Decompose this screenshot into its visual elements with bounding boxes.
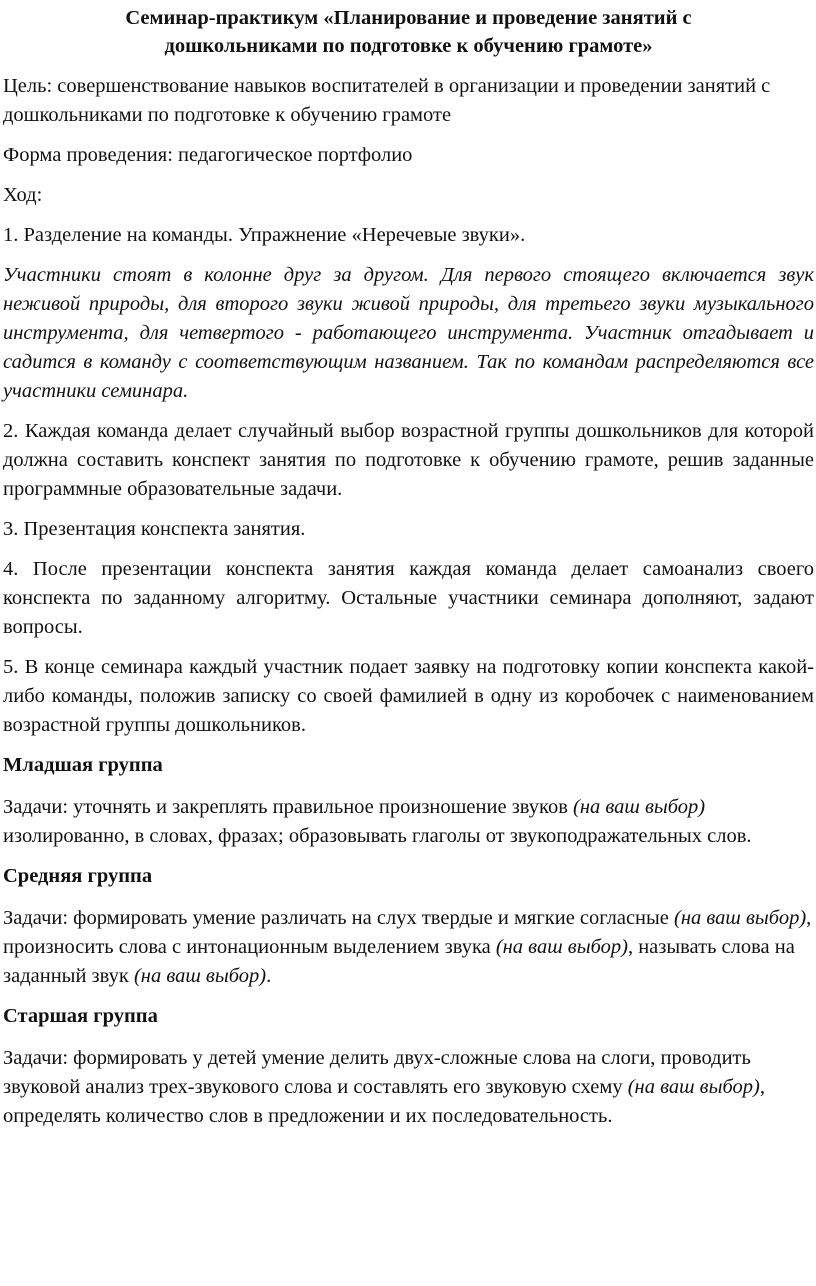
middle-group-tasks (3, 904, 814, 991)
document-title (3, 4, 814, 60)
middle-text-1: Задачи: формировать умение различать на слух твердые и мягкие согласные (3, 907, 675, 929)
step-5: 5. В конце семинара каждый участник подает заявку на подготовку копии конспекта какой-либо команды, положив записку со своей фамилией в одну из коробочек с наименованием возрастной группы дошкольников. (3, 656, 814, 736)
form-paragraph: Форма проведения: педагогическое портфолио (3, 144, 413, 166)
title-line-2: дошкольниками по подготовке к обучению грамоте» (164, 35, 653, 57)
step-1: 1. Разделение на команды. Упражнение «Неречевые звуки». (3, 224, 526, 246)
course-label: Ход: (3, 184, 43, 206)
step-3: 3. Презентация конспекта занятия. (3, 518, 306, 540)
middle-text-2: , произносить слова с интонационным выделением звука (3, 907, 812, 958)
senior-text-2: , определять количество слов в предложении и их последовательность. (3, 1076, 765, 1127)
junior-text-1: Задачи: уточнять и закреплять правильное произношение звуков (3, 796, 573, 818)
middle-choice-3: (на ваш выбор) (133, 965, 267, 987)
middle-group-heading: Средняя группа (3, 865, 153, 887)
junior-choice-1: (на ваш выбор) (573, 796, 706, 818)
middle-choice-2: (на ваш выбор) (495, 936, 628, 958)
junior-group-heading: Младшая группа (3, 754, 163, 776)
senior-choice-1: (на ваш выбор) (627, 1076, 760, 1098)
middle-choice-1: (на ваш выбор) (674, 907, 807, 929)
senior-group-tasks (3, 1044, 814, 1131)
junior-group-tasks (3, 793, 814, 851)
middle-text-3: , называть слова на заданный звук (3, 936, 795, 987)
goal-paragraph: Цель: совершенствование навыков воспитателей в организации и проведении занятий с дошкольниками по подготовке к обучению грамоте (3, 75, 771, 126)
middle-text-4: . (266, 965, 272, 987)
step-4: 4. После презентации конспекта занятия каждая команда делает самоанализ своего конспекта по заданному алгоритму. Остальные участники семинара дополняют, задают вопросы. (3, 558, 814, 638)
step-1-description: Участники стоят в колонне друг за другом. Для первого стоящего включается звук неживой природы, для второго звуки живой природы, для третьего звуки музыкального инструмента, для четвертого - работающего инструмента. Участник отгадывает и садится в команду с соответствующим названием. Так по командам распределяются все участники семинара. (3, 264, 814, 402)
junior-text-2: изолированно, в словах, фразах; образовывать глаголы от звукоподражательных слов. (3, 825, 752, 847)
senior-group-heading: Старшая группа (3, 1005, 158, 1027)
senior-text-1: Задачи: формировать у детей умение делить двух-сложные слова на слоги, проводить звуковой анализ трех-звукового слова и составлять его звуковую схему (3, 1047, 751, 1098)
title-line-1: Семинар-практикум «Планирование и проведение занятий с (125, 7, 692, 29)
step-2: 2. Каждая команда делает случайный выбор возрастной группы дошкольников для которой должна составить конспект занятия по подготовке к обучению грамоте, решив заданные программные образовательные задачи. (3, 420, 814, 500)
